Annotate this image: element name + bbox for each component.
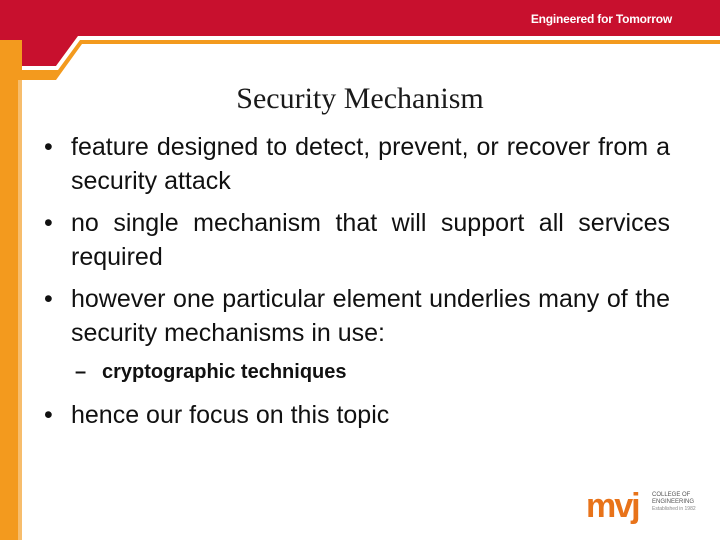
bullet-item [44,398,670,432]
bullet-dot: • [44,401,53,429]
left-orange-strip [0,80,22,540]
bullet-dot: • [44,133,53,161]
header-tagline: Engineered for Tomorrow [530,12,672,26]
bullet-item [44,206,670,274]
bullet-text: however one particular element underlies many of the security mechanisms in use: [71,285,670,347]
logo-line-2: ENGINEERING [652,499,695,505]
logo-mark: mvj [586,487,639,525]
logo-line-1: COLLEGE OF [652,492,691,498]
logo-line-3: Established in 1982 [652,506,696,512]
logo-text [652,492,696,513]
bullet-text: no single mechanism that will support all services required [71,209,670,271]
sub-bullet-text: cryptographic techniques [102,361,347,383]
sub-bullet-dash: – [75,361,87,383]
college-logo [586,488,698,528]
bullet-dot: • [44,285,53,313]
bullet-text: feature designed to detect, prevent, or recover from a security attack [71,133,670,195]
slide-content [44,130,670,440]
bullet-text: hence our focus on this topic [71,401,390,429]
bullet-item [44,282,670,350]
slide-title-text: Security Mechanism [236,82,484,115]
sub-bullet-item [44,358,670,386]
banner-red-shape [0,0,720,66]
bullet-dot: • [44,209,53,237]
bullet-item [44,130,670,198]
slide-title [0,82,720,116]
